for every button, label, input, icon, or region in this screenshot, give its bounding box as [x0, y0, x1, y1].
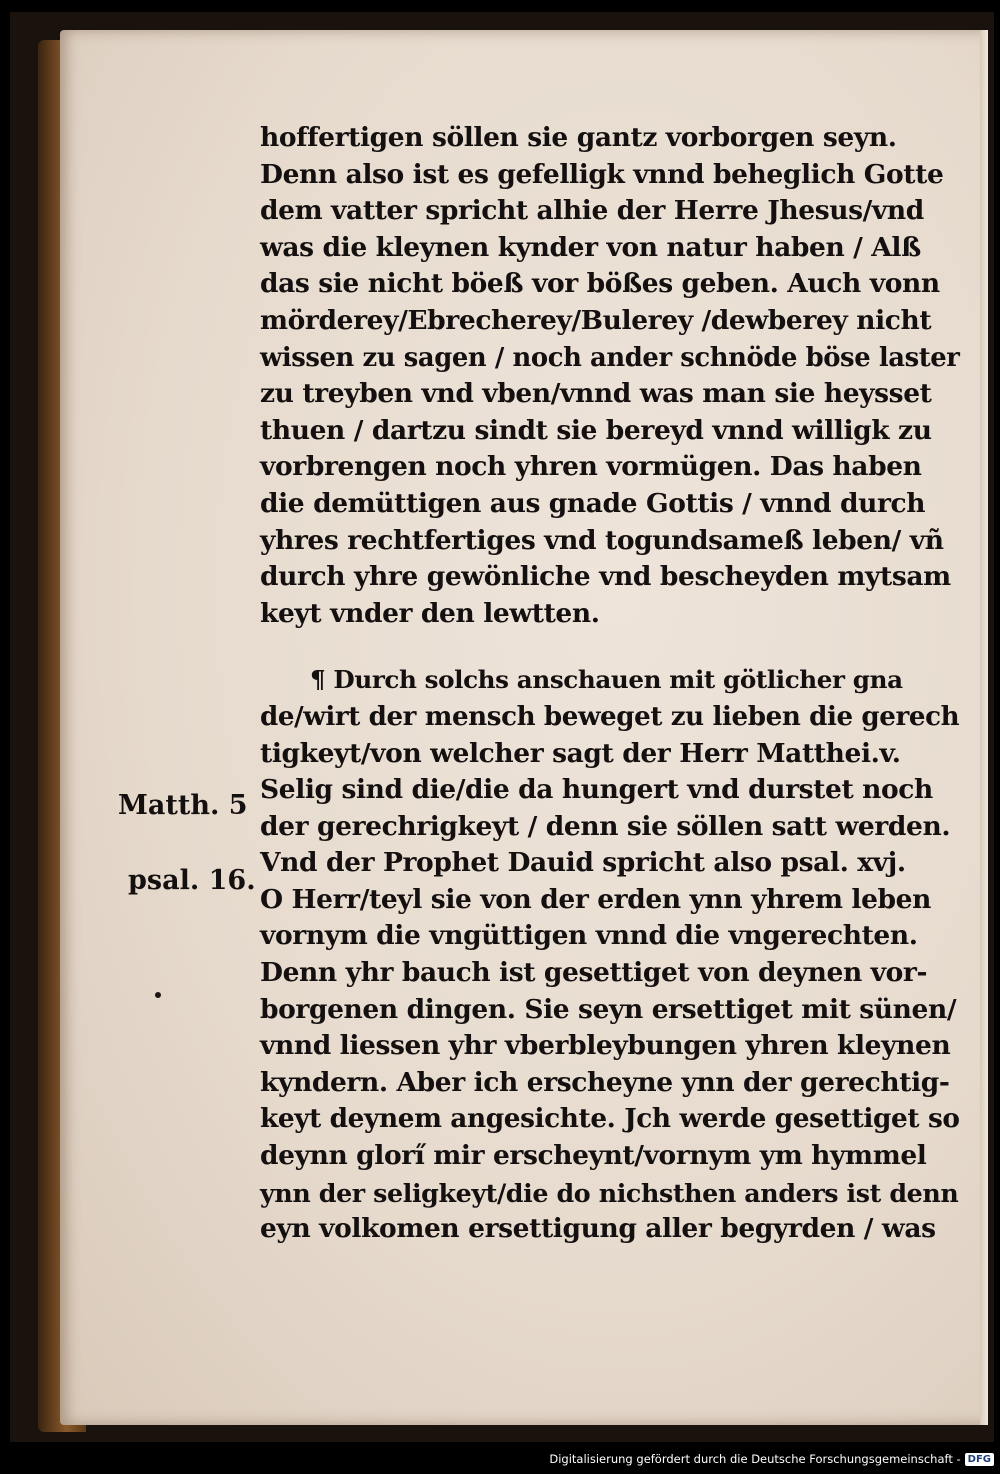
text-line: eyn volkomen ersettigung aller begyrden / was: [260, 1213, 936, 1245]
text-line: zu treyben vnd vben/vnnd was man sie heysset: [260, 378, 932, 410]
page-text: [260, 120, 960, 1248]
text-line: der gerechrigkeyt / denn sie söllen satt werden.: [260, 810, 951, 842]
text-line: keyt deynem angesichte. Jch werde gesettiget so: [260, 1103, 960, 1135]
margin-note-matthew: Matth. 5: [118, 790, 248, 821]
text-line: ¶ Durch solchs anschauen mit götlicher gna: [310, 665, 903, 695]
footer-credit: Digitalisierung gefördert durch die Deutsche Forschungsgemeinschaft -: [549, 1452, 961, 1466]
margin-note-psalm: psal. 16.: [128, 865, 256, 896]
text-line: de/wirt der mensch beweget zu lieben die gerech: [260, 700, 960, 732]
page-edge: [980, 30, 988, 1425]
text-line: thuen / dartzu sindt sie bereyd vnnd willigk zu: [260, 414, 932, 446]
text-line: das sie nicht böeß vor bößes geben. Auch vonn: [260, 268, 940, 300]
text-line: Denn also ist es gefelligk vnnd beheglich Gotte: [260, 158, 944, 190]
text-line: O Herr/teyl sie von der erden ynn yhrem leben: [260, 883, 932, 915]
text-line: wissen zu sagen / noch ander schnöde böse laster: [260, 342, 960, 373]
text-line: Denn yhr bauch ist gesettiget von deynen vor-: [260, 957, 928, 989]
paragraph-2: [260, 662, 960, 1248]
text-line: vnnd liessen yhr vberbleybungen yhren kleynen: [260, 1030, 951, 1062]
text-line: Vnd der Prophet Dauid spricht also psal. xvj.: [260, 847, 906, 879]
text-line: was die kleynen kynder von natur haben / Alß: [260, 231, 921, 263]
text-line: deynn glori̋ mir erscheynt/vornym ym hymmel: [260, 1140, 927, 1172]
text-line: Selig sind die/die da hungert vnd durstet noch: [260, 774, 933, 806]
text-line: mörderey/Ebrecherey/Bulerey /dewberey nicht: [260, 304, 932, 336]
text-line: kyndern. Aber ich erscheyne ynn der gerechtig-: [260, 1066, 950, 1098]
text-line: hoffertigen söllen sie gantz vorborgen seyn.: [260, 122, 897, 153]
text-line: keyt vnder den lewtten.: [260, 597, 600, 629]
text-line: vornym die vngüttigen vnnd die vngerechten.: [260, 920, 918, 952]
text-line: die demüttigen aus gnade Gottis / vnnd durch: [260, 487, 926, 519]
text-line: yhres rechtfertiges vnd togundsameß leben/ vñ: [260, 524, 944, 556]
text-line: dem vatter spricht alhie der Herre Jhesus/vnd: [260, 195, 924, 227]
paragraph-gap: [260, 632, 960, 662]
ink-dot: [155, 992, 161, 998]
dfg-logo-icon: DFG: [965, 1453, 994, 1466]
paragraph-1: [260, 120, 960, 632]
text-line: borgenen dingen. Sie seyn ersettiget mit sünen/: [260, 993, 957, 1025]
text-line: vorbrengen noch yhren vormügen. Das haben: [260, 451, 922, 483]
text-line: tigkeyt/von welcher sagt der Herr Matthei.v.: [260, 737, 901, 769]
digitization-footer: [549, 1448, 994, 1470]
text-line: durch yhre gewönliche vnd bescheyden mytsam: [260, 561, 951, 593]
text-line: ynn der seligkeyt/die do nichsthen anders ist denn: [260, 1177, 959, 1208]
